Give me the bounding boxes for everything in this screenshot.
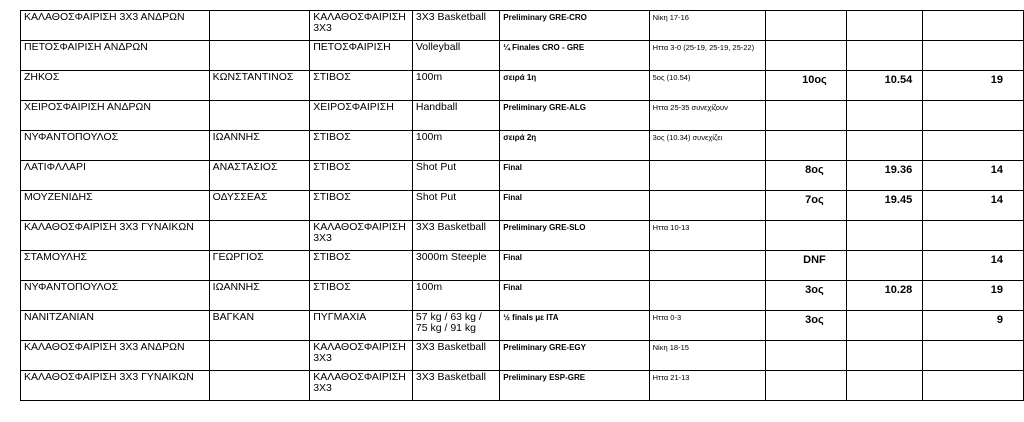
round-cell: σειρά 2η	[500, 131, 649, 161]
sport-or-surname-cell: ΚΑΛΑΘΟΣΦΑΙΡΙΣΗ 3Χ3 ΑΝΔΡΩΝ	[21, 11, 210, 41]
first-name-cell: ΚΩΝΣΤΑΝΤΙΝΟΣ	[209, 71, 310, 101]
table-body	[21, 11, 1024, 401]
rank-cell: 3ος	[765, 311, 846, 341]
result-cell	[649, 191, 765, 221]
event-cell: 3000m Steeple	[412, 251, 499, 281]
round-cell: Final	[500, 191, 649, 221]
points-cell	[923, 11, 1024, 41]
results-table	[20, 10, 1024, 401]
round-cell: Preliminary ESP-GRE	[500, 371, 649, 401]
discipline-gr-cell: ΣΤΙΒΟΣ	[310, 161, 413, 191]
first-name-cell: ΙΩΑΝΝΗΣ	[209, 131, 310, 161]
first-name-cell	[209, 221, 310, 251]
round-cell: Preliminary GRE-EGY	[500, 341, 649, 371]
result-cell: Ηττα 0-3	[649, 311, 765, 341]
table-row	[21, 131, 1024, 161]
round-cell: Final	[500, 161, 649, 191]
table-row	[21, 101, 1024, 131]
sport-or-surname-cell: ΠΕΤΟΣΦΑΙΡΙΣΗ ΑΝΔΡΩΝ	[21, 41, 210, 71]
table-row	[21, 11, 1024, 41]
rank-cell	[765, 41, 846, 71]
result-cell: Νίκη 18-15	[649, 341, 765, 371]
points-cell	[923, 341, 1024, 371]
mark-cell	[847, 341, 923, 371]
rank-cell	[765, 371, 846, 401]
result-cell	[649, 251, 765, 281]
result-cell	[649, 281, 765, 311]
mark-cell	[847, 101, 923, 131]
result-cell: 3ος (10.34) συνεχίζει	[649, 131, 765, 161]
mark-cell	[847, 251, 923, 281]
sport-or-surname-cell: ΜΟΥΖΕΝΙΔΗΣ	[21, 191, 210, 221]
points-cell	[923, 41, 1024, 71]
discipline-gr-cell: ΣΤΙΒΟΣ	[310, 71, 413, 101]
result-cell: Ηττα 10-13	[649, 221, 765, 251]
sport-or-surname-cell: ΣΤΑΜΟΥΛΗΣ	[21, 251, 210, 281]
points-cell: 19	[923, 281, 1024, 311]
points-cell: 14	[923, 191, 1024, 221]
discipline-gr-cell: ΚΑΛΑΘΟΣΦΑΙΡΙΣΗ 3Χ3	[310, 11, 413, 41]
sport-or-surname-cell: ΚΑΛΑΘΟΣΦΑΙΡΙΣΗ 3Χ3 ΓΥΝΑΙΚΩΝ	[21, 371, 210, 401]
discipline-gr-cell: ΠΕΤΟΣΦΑΙΡΙΣΗ	[310, 41, 413, 71]
discipline-gr-cell: ΣΤΙΒΟΣ	[310, 281, 413, 311]
table-row	[21, 311, 1024, 341]
event-cell: Handball	[412, 101, 499, 131]
points-cell	[923, 221, 1024, 251]
event-cell: 100m	[412, 281, 499, 311]
first-name-cell: ΙΩΑΝΝΗΣ	[209, 281, 310, 311]
result-cell	[649, 161, 765, 191]
round-cell: Preliminary GRE-ALG	[500, 101, 649, 131]
round-cell: Final	[500, 281, 649, 311]
round-cell: ½ finals με ITA	[500, 311, 649, 341]
points-cell: 14	[923, 251, 1024, 281]
table-row	[21, 281, 1024, 311]
round-cell: σειρά 1η	[500, 71, 649, 101]
discipline-gr-cell: ΚΑΛΑΘΟΣΦΑΙΡΙΣΗ 3Χ3	[310, 341, 413, 371]
result-cell: Ηττα 3-0 (25-19, 25-19, 25-22)	[649, 41, 765, 71]
discipline-gr-cell: ΚΑΛΑΘΟΣΦΑΙΡΙΣΗ 3Χ3	[310, 221, 413, 251]
points-cell	[923, 131, 1024, 161]
first-name-cell	[209, 101, 310, 131]
mark-cell: 19.45	[847, 191, 923, 221]
points-cell	[923, 101, 1024, 131]
table-row	[21, 341, 1024, 371]
event-cell: Shot Put	[412, 191, 499, 221]
result-cell: Νίκη 17-16	[649, 11, 765, 41]
rank-cell: DNF	[765, 251, 846, 281]
round-cell: Final	[500, 251, 649, 281]
event-cell: 57 kg / 63 kg / 75 kg / 91 kg	[412, 311, 499, 341]
first-name-cell: ΟΔΥΣΣΕΑΣ	[209, 191, 310, 221]
sport-or-surname-cell: ΝΥΦΑΝΤΟΠΟΥΛΟΣ	[21, 131, 210, 161]
sport-or-surname-cell: ΚΑΛΑΘΟΣΦΑΙΡΙΣΗ 3Χ3 ΑΝΔΡΩΝ	[21, 341, 210, 371]
sport-or-surname-cell: ΚΑΛΑΘΟΣΦΑΙΡΙΣΗ 3Χ3 ΓΥΝΑΙΚΩΝ	[21, 221, 210, 251]
table-row	[21, 221, 1024, 251]
rank-cell: 8ος	[765, 161, 846, 191]
table-row	[21, 41, 1024, 71]
result-cell: Ηττα 21-13	[649, 371, 765, 401]
event-cell: Shot Put	[412, 161, 499, 191]
points-cell: 9	[923, 311, 1024, 341]
discipline-gr-cell: ΣΤΙΒΟΣ	[310, 131, 413, 161]
event-cell: 3X3 Basketball	[412, 221, 499, 251]
discipline-gr-cell: ΣΤΙΒΟΣ	[310, 191, 413, 221]
first-name-cell	[209, 41, 310, 71]
event-cell: 100m	[412, 71, 499, 101]
discipline-gr-cell: ΠΥΓΜΑΧΙΑ	[310, 311, 413, 341]
table-row	[21, 191, 1024, 221]
rank-cell	[765, 341, 846, 371]
round-cell: Preliminary GRE-CRO	[500, 11, 649, 41]
mark-cell	[847, 11, 923, 41]
event-cell: 3X3 Basketball	[412, 371, 499, 401]
points-cell: 14	[923, 161, 1024, 191]
rank-cell	[765, 11, 846, 41]
first-name-cell	[209, 11, 310, 41]
round-cell: Preliminary GRE-SLO	[500, 221, 649, 251]
event-cell: Volleyball	[412, 41, 499, 71]
mark-cell	[847, 311, 923, 341]
mark-cell	[847, 131, 923, 161]
round-cell: ¼ Finales CRO - GRE	[500, 41, 649, 71]
mark-cell: 10.54	[847, 71, 923, 101]
discipline-gr-cell: ΧΕΙΡΟΣΦΑΙΡΙΣΗ	[310, 101, 413, 131]
event-cell: 3X3 Basketball	[412, 341, 499, 371]
rank-cell	[765, 101, 846, 131]
mark-cell	[847, 221, 923, 251]
event-cell: 100m	[412, 131, 499, 161]
rank-cell: 10ος	[765, 71, 846, 101]
rank-cell: 7ος	[765, 191, 846, 221]
points-cell: 19	[923, 71, 1024, 101]
event-cell: 3X3 Basketball	[412, 11, 499, 41]
mark-cell	[847, 371, 923, 401]
first-name-cell: ΓΕΩΡΓΙΟΣ	[209, 251, 310, 281]
sport-or-surname-cell: ΛΑΤΙΦΛΛΑΡΙ	[21, 161, 210, 191]
rank-cell: 3ος	[765, 281, 846, 311]
result-cell: Ηττα 25-35 συνεχίζουν	[649, 101, 765, 131]
sport-or-surname-cell: ΖΗΚΟΣ	[21, 71, 210, 101]
mark-cell: 19.36	[847, 161, 923, 191]
first-name-cell	[209, 341, 310, 371]
sport-or-surname-cell: ΝΥΦΑΝΤΟΠΟΥΛΟΣ	[21, 281, 210, 311]
rank-cell	[765, 131, 846, 161]
sport-or-surname-cell: ΝΑΝΙΤΖΑΝΙΑΝ	[21, 311, 210, 341]
first-name-cell	[209, 371, 310, 401]
sport-or-surname-cell: ΧΕΙΡΟΣΦΑΙΡΙΣΗ ΑΝΔΡΩΝ	[21, 101, 210, 131]
table-row	[21, 71, 1024, 101]
mark-cell: 10.28	[847, 281, 923, 311]
table-row	[21, 371, 1024, 401]
mark-cell	[847, 41, 923, 71]
first-name-cell: ΑΝΑΣΤΑΣΙΟΣ	[209, 161, 310, 191]
discipline-gr-cell: ΚΑΛΑΘΟΣΦΑΙΡΙΣΗ 3Χ3	[310, 371, 413, 401]
discipline-gr-cell: ΣΤΙΒΟΣ	[310, 251, 413, 281]
first-name-cell: ΒΑΓΚΑΝ	[209, 311, 310, 341]
result-cell: 5ος (10.54)	[649, 71, 765, 101]
points-cell	[923, 371, 1024, 401]
table-row	[21, 251, 1024, 281]
table-row	[21, 161, 1024, 191]
rank-cell	[765, 221, 846, 251]
